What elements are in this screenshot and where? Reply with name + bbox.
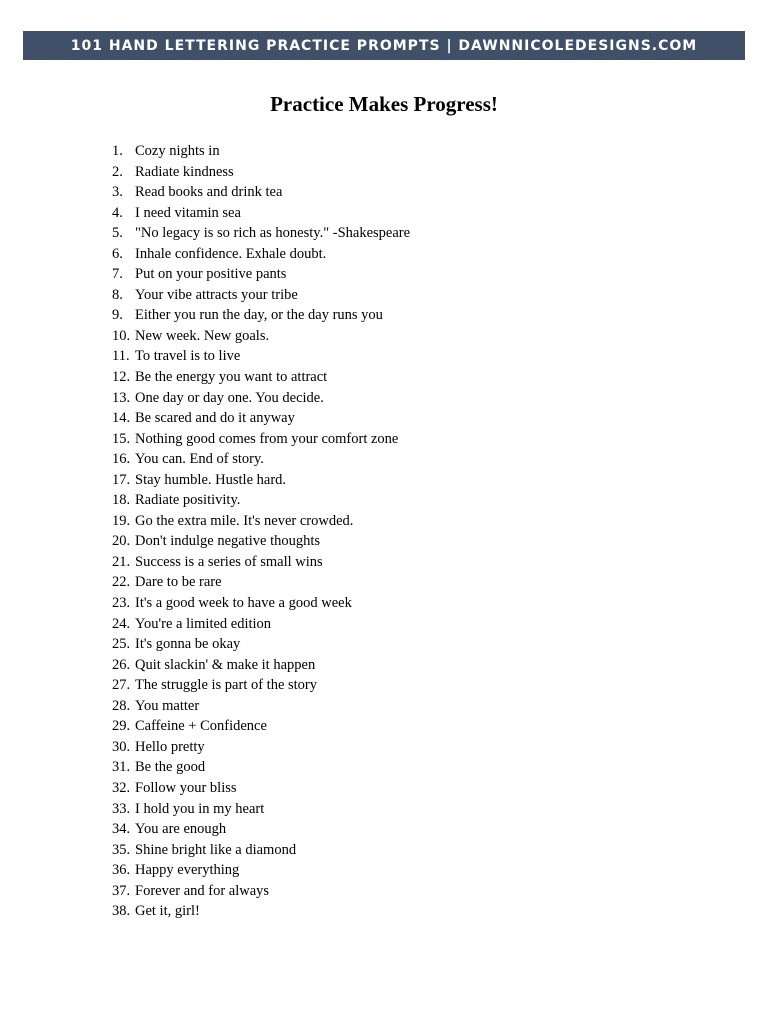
list-item-number: 10. — [112, 327, 131, 344]
list-item — [112, 901, 410, 922]
list-item-number: 9. — [112, 307, 123, 324]
list-item — [112, 614, 410, 635]
list-item — [112, 367, 410, 388]
list-item-text: Radiate kindness — [135, 163, 234, 180]
list-item — [112, 634, 410, 655]
list-item — [112, 737, 410, 758]
list-item-text: You matter — [135, 697, 200, 714]
list-item — [112, 511, 410, 532]
list-item — [112, 881, 410, 902]
header-text: 101 HAND LETTERING PRACTICE PROMPTS | DAWNNICOLEDESIGNS.COM — [70, 37, 698, 54]
list-item-text: It's a good week to have a good week — [135, 595, 352, 612]
list-item — [112, 223, 410, 244]
list-item — [112, 840, 410, 861]
list-item — [112, 799, 410, 820]
list-item-text: Be scared and do it anyway — [135, 410, 295, 427]
list-item-text: The struggle is part of the story — [135, 677, 318, 694]
page-title: Practice Makes Progress! — [270, 92, 498, 116]
list-item-number: 13. — [112, 389, 131, 406]
list-item-text: You can. End of story. — [135, 451, 264, 468]
list-item-number: 15. — [112, 430, 131, 447]
list-item-text: Cozy nights in — [135, 143, 220, 159]
list-item-number: 7. — [112, 266, 123, 283]
list-item — [112, 696, 410, 717]
list-item-number: 4. — [112, 204, 123, 221]
list-item-text: Get it, girl! — [135, 903, 200, 920]
list-item-number: 8. — [112, 286, 123, 303]
list-item-number: 34. — [112, 821, 131, 838]
list-item-number: 36. — [112, 862, 131, 879]
list-item-text: Go the extra mile. It's never crowded. — [135, 512, 354, 529]
list-item-text: Radiate positivity. — [135, 492, 241, 509]
list-item — [112, 408, 410, 429]
list-item-number: 17. — [112, 471, 131, 488]
list-item-text: Quit slackin' & make it happen — [135, 656, 316, 673]
list-item-number: 25. — [112, 636, 131, 653]
list-item-number: 22. — [112, 574, 131, 591]
list-item — [112, 675, 410, 696]
list-item-number: 35. — [112, 841, 131, 858]
list-item-number: 6. — [112, 245, 123, 262]
list-item — [112, 860, 410, 881]
list-item-number: 5. — [112, 225, 123, 242]
list-item-text: I need vitamin sea — [135, 204, 241, 221]
list-item-number: 11. — [112, 348, 130, 365]
list-item-text: Nothing good comes from your comfort zone — [135, 430, 399, 447]
list-item-number: 32. — [112, 779, 131, 796]
list-item-text: Hello pretty — [135, 738, 205, 755]
list-item-number: 31. — [112, 759, 131, 776]
list-item — [112, 141, 410, 162]
list-item-number: 27. — [112, 677, 131, 694]
list-item-text: Stay humble. Hustle hard. — [135, 471, 287, 488]
list-item-text: Happy everything — [135, 862, 240, 879]
list-item — [112, 819, 410, 840]
list-item — [112, 305, 410, 326]
list-item-number: 18. — [112, 492, 131, 509]
list-item-number: 3. — [112, 184, 123, 201]
list-item-number: 20. — [112, 533, 131, 550]
list-item — [112, 490, 410, 511]
list-item — [112, 429, 410, 450]
list-item — [112, 203, 410, 224]
list-item-text: I hold you in my heart — [135, 800, 265, 817]
list-item-number: 2. — [112, 163, 123, 180]
list-item — [112, 470, 410, 491]
list-item-text: Don't indulge negative thoughts — [135, 533, 321, 550]
list-item-text: Success is a series of small wins — [135, 553, 323, 570]
list-item-number: 26. — [112, 656, 131, 673]
list-item-text: Follow your bliss — [135, 779, 237, 796]
list-item — [112, 593, 410, 614]
list-item — [112, 449, 410, 470]
list-item-text: Put on your positive pants — [135, 266, 287, 283]
list-item — [112, 757, 410, 778]
list-item-number: 23. — [112, 595, 131, 612]
list-item-text: Caffeine + Confidence — [135, 718, 267, 735]
list-item-number: 30. — [112, 738, 131, 755]
list-item — [112, 716, 410, 737]
list-item — [112, 285, 410, 306]
header-bar — [23, 31, 745, 60]
list-item-number: 28. — [112, 697, 131, 714]
list-item-text: One day or day one. You decide. — [135, 389, 324, 406]
list-item — [112, 162, 410, 183]
list-item-number: 16. — [112, 451, 131, 468]
list-item — [112, 388, 410, 409]
list-item-text: Your vibe attracts your tribe — [135, 286, 298, 303]
list-item-number: 14. — [112, 410, 131, 427]
list-item-text: You're a limited edition — [135, 615, 272, 632]
list-item — [112, 531, 410, 552]
list-item-number: 37. — [112, 882, 131, 899]
list-item — [112, 182, 410, 203]
list-item-number: 19. — [112, 512, 131, 529]
list-item — [112, 264, 410, 285]
list-item-text: Be the good — [135, 759, 206, 776]
list-item — [112, 244, 410, 265]
prompt-list — [112, 141, 410, 922]
list-item-number: 29. — [112, 718, 131, 735]
list-item-text: Read books and drink tea — [135, 184, 283, 201]
list-item-text: "No legacy is so rich as honesty." -Shakespeare — [135, 225, 411, 242]
list-item-number: 1. — [112, 143, 123, 159]
list-item — [112, 778, 410, 799]
list-item-number: 24. — [112, 615, 131, 632]
list-item-text: New week. New goals. — [135, 327, 270, 344]
list-item-text: It's gonna be okay — [135, 636, 241, 653]
list-item-text: You are enough — [135, 821, 227, 838]
list-item-text: Inhale confidence. Exhale doubt. — [135, 245, 327, 262]
list-item — [112, 346, 410, 367]
list-item-text: Either you run the day, or the day runs you — [135, 307, 383, 324]
list-item-text: Dare to be rare — [135, 574, 222, 591]
list-item — [112, 572, 410, 593]
list-item-text: To travel is to live — [135, 348, 241, 365]
list-item-text: Be the energy you want to attract — [135, 369, 328, 386]
list-item-number: 21. — [112, 553, 131, 570]
list-item-number: 38. — [112, 903, 131, 920]
list-item — [112, 655, 410, 676]
list-item-text: Shine bright like a diamond — [135, 841, 297, 858]
list-item-number: 12. — [112, 369, 131, 386]
list-item-number: 33. — [112, 800, 131, 817]
list-item-text: Forever and for always — [135, 882, 270, 899]
list-item — [112, 552, 410, 573]
list-item — [112, 326, 410, 347]
